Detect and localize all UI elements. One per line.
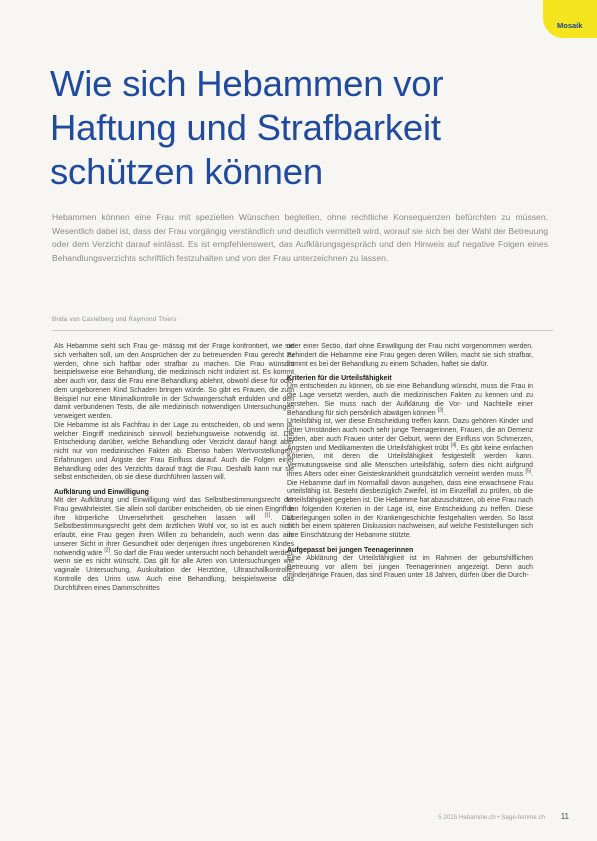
page-number: 11 <box>560 812 569 821</box>
right-column-paragraph: Um entscheiden zu können, ob sie eine Behandlung wünscht, muss die Frau in die Lage versetzt werden, auch die medizinischen Fakten zu kennen und zu verstehen. Sie muss nach der Aufklärung die Vor- und Nachteile einer Behandlung für sich persönlich abwägen können [3]. <box>287 383 533 417</box>
left-column-paragraph: Die Hebamme ist als Fachfrau in der Lage zu entscheiden, ob und wenn ja, welcher Eingriff medizinisch sinnvoll beziehungsweise notwendig ist. Die Entscheidung darüber, welche Behandlung oder Verzicht darauf hängt aber nicht nur von medizinischen Fakten ab. Ebenso haben Wertvorstellungen, Erfahrungen und Ängste der Frau Einfluss darauf. Auch die Folgen einer Behandlung oder des Verzichts darauf trägt die Frau. Deshalb kann nur sie selbst entscheiden, ob sie diese durchführen lassen will. <box>54 421 294 482</box>
divider-rule <box>52 330 553 331</box>
left-column-subheading: Aufklärung und Einwilligung <box>54 489 149 496</box>
article-lead: Hebammen können eine Frau mit speziellen Wünschen begleiten, ohne rechtliche Konsequenzen befürchten zu müssen. Wesentlich dabei ist, dass der Frau vorgängig verständlich und deutlich vermittelt wird, worauf sie sich bei der Wahl der Betreuung oder dem Verzicht darauf einlässt. Es ist empfehlenswert, das Aufklärungsgespräch und den Hinweis auf negative Folgen eines Behandlungsverzichts schriftlich festzuhalten und von der Frau unterzeichnen zu lassen. <box>52 212 548 263</box>
article-title: Wie sich Hebammen vor Haftung und Strafbarkeit schützen können <box>50 63 444 192</box>
footer-source: 5 2015 Hebamme.ch • Sage-femme.ch <box>438 814 545 821</box>
section-tab <box>543 0 597 38</box>
right-column-paragraph: oder einer Sectio, darf ohne Einwilligung der Frau nicht vorgenommen werden. Behindert die Hebamme eine Frau gegen deren Willen, macht sie sich strafbar, kommt es bei der Behandlung zu einem Schaden, haftet sie dafür. <box>287 343 533 368</box>
left-column <box>54 343 294 773</box>
section-tab-label: Mosaik <box>557 21 583 30</box>
left-column-paragraph: Als Hebamme sieht sich Frau ge- mässig mit der Frage konfrontiert, wie sie sich verhalten soll, um den Ansprüchen der zu betreuenden Frau gerecht zu werden, ohne sich haftbar oder strafbar zu machen. Die Frau wünscht beispielsweise eine Behandlung, die medizinisch nicht indiziert ist. Es kommt aber auch vor, dass die Frau eine Behandlung ablehnt, obwohl diese für oder dem ungeborenen Kind Schaden bringen würde. So gibt es Frauen, die zum Beispiel nur eine Minimalkontrolle in der Schwangerschaft erdulden und den damit verbundenen Tests, die alle medizinisch notwendigen Untersuchungen verweigert werden. <box>54 343 294 420</box>
right-column <box>287 343 533 773</box>
left-column-paragraph: Mit der Aufklärung und Einwilligung wird das Selbstbestimmungsrecht der Frau gewährleistet. Sie allein soll darüber entscheiden, ob sie einen Eingriff in ihre körperliche Unversehrtheit geschehen lassen will [1]. Das Selbstbestimmungsrecht geht dem ärztlichen Wohl vor, so ist es auch nicht erlaubt, eine Frau gegen ihren Willen zu behandeln, auch wenn das aus unserer Sicht in ihrer Gesundheit oder derjenigen ihres ungeborenen Kindes notwendig wäre [2]. So darf die Frau weder untersucht noch behandelt werden, wenn sie es nicht wünscht. Das gilt für alle Arten von Untersuchungen wie vaginale Untersuchung, Auskultation der Herztöne, Ultraschallkontrolle, Kontrolle des Urins usw. Auch eine Behandlung, beispielsweise das Durchführen eines Dammschnittes <box>54 497 294 592</box>
article-author: Brida von Castelberg und Raymond Thiers <box>52 316 177 323</box>
right-column-subheading: Kriterien für die Urteilsfähigkeit <box>287 375 392 383</box>
right-column-paragraph: Urteilsfähig ist, wer diese Entscheidung treffen kann. Dazu gehören Kinder und unter Umständen auch noch sehr junge Teenagerinnen, Frauen, die an Demenz leiden, aber auch Frauen unter der Geburt, wenn der Einfluss von Schmerzen, Ängsten und Medikamenten die Urteilsfähigkeit trübt [4]. Es gibt keine einfachen Kriterien, mit deren die Urteilsfähigkeit festgestellt werden kann. Vermutungsweise sind alle Menschen urteilsfähig, sofern dies nicht aufgrund ihres Alters oder einer Geisteskrankheit grundsätzlich verneint werden muss [5]. Die Hebamme darf im Normalfall davon ausgehen, dass eine erwachsene Frau urteilsfähig ist. Besteht diesbezüglich Zweifel, ist im Einzelfall zu prüfen, ob die Urteilsfähigkeit gegeben ist. Die Hebamme hat abzuschätzen, ob eine Frau nach den folgenden Kriterien in der Lage ist, eine Entscheidung zu treffen. Diese Überlegungen sollen in der Krankengeschichte festgehalten werden. So lässt sich bei einem späteren Diskussion nachweisen, auf welche Feststellungen sich ihre Einschätzung der Hebamme stützte. <box>287 418 533 539</box>
page-footer <box>0 812 597 826</box>
right-column-paragraph: Eine Abklärung der Urteilsfähigkeit ist im Rahmen der geburtshilflichen Betreuung vor allem bei jungen Teenagerinnen angezeigt. Denn auch minderjährige Frauen, das sind Frauen unter 18 Jahren, dürfen über die Durch- <box>287 554 533 580</box>
right-column-subheading: Aufgepasst bei jungen Teenagerinnen <box>287 546 414 554</box>
